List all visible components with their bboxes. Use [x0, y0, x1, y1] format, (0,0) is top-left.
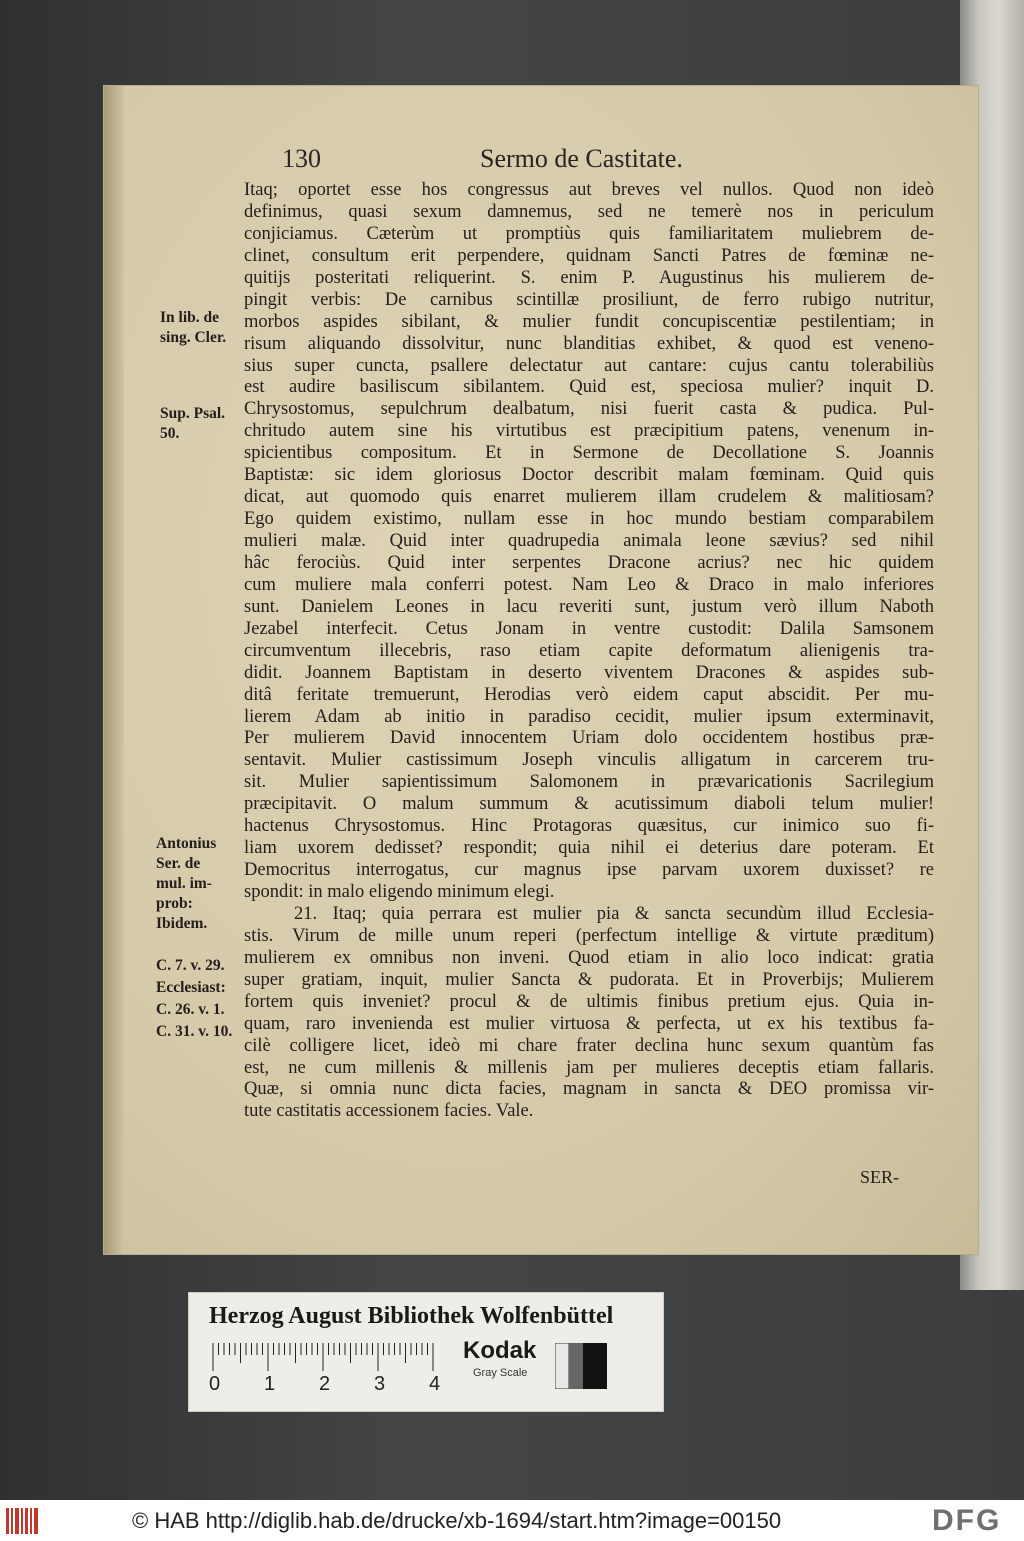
margin-note-4: [156, 955, 232, 1043]
text-line: Jezabel interfecit. Cetus Jonam in ventre custodit: Dalila Samsonem: [244, 618, 934, 639]
text-line: super gratiam, inquit, mulier Sancta & pudorata. Et in Proverbijs; Mulierem: [244, 969, 934, 990]
ruler-number: 4: [429, 1373, 441, 1395]
barcode-icon: [6, 1506, 40, 1536]
text-line: est audire basiliscum sibilantem. Quid est, speciosa mulier? inquit D.: [244, 377, 934, 398]
text-line: cum muliere mala conferri potest. Nam Leo & Draco in malo inferiores: [244, 574, 934, 595]
ruler-number: 1: [264, 1373, 276, 1395]
text-line: sentavit. Mulier castissimum Joseph vinculis alligatum in carcerem tru-: [244, 750, 934, 771]
ruler-numbers: [209, 1373, 449, 1399]
text-line: risum aliquando dissolvitur, nunc blanditias exhibet, & quod est veneno-: [244, 333, 934, 354]
margin-note-line: 50.: [160, 425, 180, 442]
text-line: dicat, aut quomodo quis enarret mulierem illam crudelem & malitiosam?: [244, 487, 934, 508]
text-line: mulieri malæ. Quid inter quadrupedia animala leone sævius? sed nihil: [244, 531, 934, 551]
margin-note-line: mul. im-: [156, 875, 212, 892]
text-line: pingit verbis: De carnibus scintillæ prosiliunt, de ferro rubigo nutritur,: [244, 289, 934, 310]
ruler-scale: [211, 1343, 439, 1373]
body-text: [244, 180, 934, 1123]
text-line: spondit: in malo eligendo minimum elegi.: [244, 882, 555, 902]
text-line: cilè colligere licet, ideò mi chare frater declina hunc sexum quantùm fas: [244, 1035, 934, 1056]
text-line: Per mulierem David innocentem Uriam dolo occidentem hostibus præ-: [244, 728, 934, 749]
catchword: SER-: [860, 1167, 900, 1187]
text-line: spicientibus compositum. Et in Sermone de Decollatione S. Joannis: [244, 443, 934, 464]
page-number: 130: [282, 144, 321, 173]
text-line: liam uxorem dedisset? respondit; quia nihil ei deterius dare poteram. Et: [244, 838, 934, 859]
page-header: [282, 144, 962, 178]
text-line: lierem Adam ab initio in paradiso cecidit, mulier ipsum exterminavit,: [244, 706, 934, 727]
text-line: didit. Joannem Baptistam in deserto viventem Dracones & aspides sub-: [244, 662, 934, 683]
text-line: quam, raro invenienda est mulier virtuosa & perfecta, ut ex his textibus fa-: [244, 1013, 934, 1034]
text-line: morbos aspides sibilant, & mulier fundit concupiscentiæ pestilentiam; in: [244, 311, 934, 332]
text-line: quitijs posteritati reliquerint. S. enim P. Augustinus his mulierem de-: [244, 267, 934, 288]
text-line: ditâ feritate tremuerunt, Herodias verò eidem caput abscidit. Per mu-: [244, 684, 934, 705]
text-line: 21. Itaq; quia perrara est mulier pia & sancta secundùm illud Ecclesia-: [294, 903, 934, 924]
margin-note-line: Ser. de: [156, 855, 201, 872]
kodak-logo: Kodak: [463, 1337, 537, 1364]
library-name: Herzog August Bibliothek Wolfenbüttel: [209, 1303, 614, 1329]
text-line: Ego quidem existimo, nullam esse in hoc mundo bestiam comparabilem: [244, 509, 934, 530]
text-line: chritudo autem sine his virtutibus est præcipitium patens, venenum in-: [244, 421, 934, 442]
text-line: sit. Mulier sapientissimum Salomonem in prævaricationis Sacrilegium: [244, 772, 934, 793]
text-line: clinet, consultum erit perpendere, quidnam Sancti Patres de fœminæ ne-: [244, 245, 934, 266]
margin-note-line: C. 31. v. 10.: [156, 1023, 233, 1040]
margin-note-line: C. 7. v. 29.: [156, 957, 225, 974]
ruler-number: 3: [374, 1373, 386, 1395]
ruler-number: 2: [319, 1373, 331, 1395]
text-line: sius super cuncta, psallere delectatur aut cantare: cujus cantu tolerabiliùs: [244, 355, 934, 376]
text-line: sunt. Danielem Leones in lacu reveriti sunt, justum verò illum Naboth: [244, 596, 934, 617]
text-line: stis. Virum de mille unum reperi (perfectum intellige & virtute præditum): [244, 925, 934, 946]
margin-note-line: sing. Cler.: [160, 329, 227, 346]
margin-note-line: Sup. Psal.: [160, 405, 226, 422]
gray-swatch: [555, 1343, 607, 1389]
margin-note-line: C. 26. v. 1.: [156, 1001, 225, 1018]
gray-scale-label: Gray Scale: [473, 1367, 528, 1379]
margin-note-3: [156, 834, 216, 934]
text-line: mulierem ex omnibus non inveni. Quod etiam in alio loco indicat: gratia: [244, 947, 934, 968]
text-line: Chrysostomus, sepulchrum dealbatum, nisi fuerit casta & pudica. Pul-: [244, 399, 934, 420]
text-line: hâc ferociùs. Quid inter serpentes Dracone acrius? nec hic quidem: [244, 552, 934, 573]
text-line: Baptistæ: sic idem gloriosus Doctor describit malam fœminam. Quid quis: [244, 465, 934, 486]
margin-note-2: [160, 404, 225, 444]
footer-bar: [0, 1500, 1024, 1541]
text-line: conjiciamus. Cæterùm ut promptiùs quis familiaritatem muliebrem de-: [244, 223, 934, 244]
text-line: tute castitatis accessionem facies. Vale.: [244, 1101, 534, 1122]
margin-note-line: Antonius: [156, 835, 217, 852]
dfg-logo: DFG: [932, 1504, 1002, 1537]
text-line: Itaq; oportet esse hos congressus aut breves vel nullos. Quod non ideò: [244, 180, 934, 200]
text-line: est, ne cum millenis & millenis jam per mulieres deceptis etiam fallaris.: [244, 1057, 934, 1078]
margin-note-line: Ecclesiast:: [156, 979, 226, 996]
running-title: Sermo de Castitate.: [480, 144, 683, 173]
calibration-card: [188, 1292, 664, 1412]
margin-note-line: In lib. de: [160, 309, 220, 326]
margin-note-1: [160, 308, 226, 348]
text-line: præcipitavit. O malum summum & acutissimum diaboli telum mulier!: [244, 794, 934, 815]
text-line: Democritus interrogatus, cur magnus ipse parvam uxorem duxisset? re: [244, 860, 934, 881]
text-line: hactenus Chrysostomus. Hinc Protagoras quæsitus, cur inimico suo fi-: [244, 816, 934, 837]
text-line: definimus, quasi sexum damnemus, sed ne temerè nos in periculum: [244, 201, 934, 222]
ruler-number: 0: [209, 1373, 221, 1395]
text-line: Quæ, si omnia nunc dicta facies, magnam in sancta & DEO promissa vir-: [244, 1079, 934, 1100]
text-line: fortem quis inveniet? procul & de ultimis finibus pretium ejus. Quia in-: [244, 991, 934, 1012]
text-line: circumventum illecebris, raso etiam capite deformatum alienigenis tra-: [244, 640, 934, 661]
margin-note-line: prob:: [156, 895, 193, 912]
margin-note-line: Ibidem.: [156, 915, 208, 932]
page-fore-edge: [104, 86, 124, 1254]
source-url[interactable]: © HAB http://diglib.hab.de/drucke/xb-1694/start.htm?image=00150: [132, 1508, 782, 1533]
